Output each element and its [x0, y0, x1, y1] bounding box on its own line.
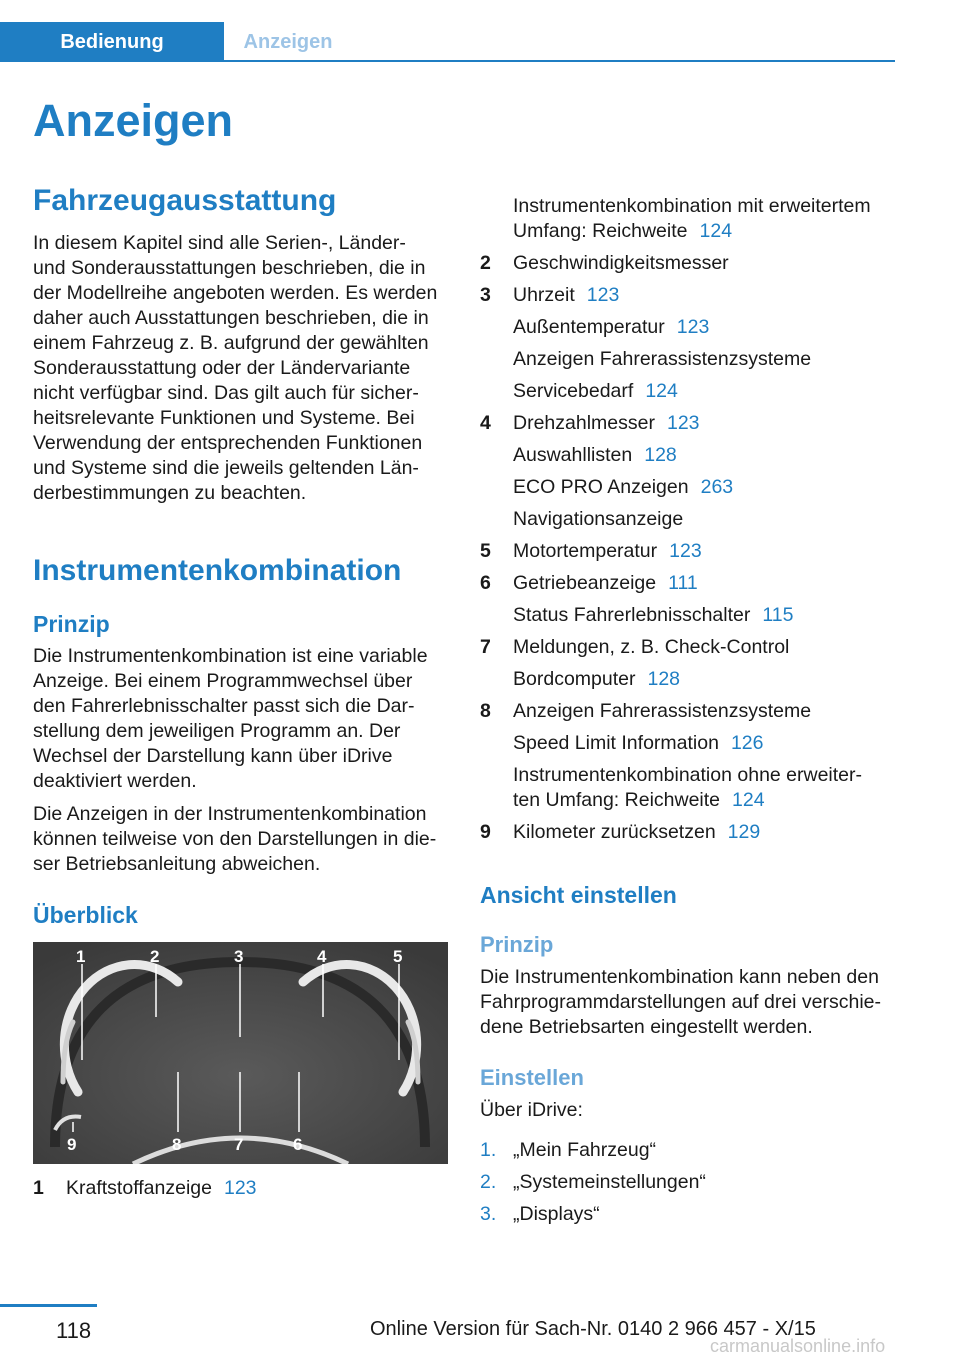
legend-text: Speed Limit Information: [513, 732, 719, 754]
legend-text: Auswahllisten: [513, 444, 633, 466]
callout-9: 9: [67, 1135, 77, 1154]
page-reference-link[interactable]: 123: [666, 412, 700, 434]
step-number: 1.: [480, 1139, 497, 1161]
legend-text: Kilometer zurücksetzen: [513, 821, 716, 843]
heading-ansicht-einstellen: Ansicht einstellen: [480, 882, 677, 908]
heading-prinzip: Prinzip: [33, 611, 110, 637]
legend-number: 6: [480, 572, 491, 594]
page-reference-link[interactable]: 128: [647, 668, 681, 690]
heading-einstellen: Einstellen: [480, 1065, 584, 1090]
step-text: „Displays“: [513, 1203, 600, 1225]
instrument-cluster-illustration: [33, 942, 448, 1164]
callout-4: 4: [317, 947, 327, 966]
paragraph-fahrzeugausstattung: In diesem Kapitel sind alle Serien-, Länder- und Sonderausstattungen beschrieben, die in der Modellreihe angeboten werden. Es werden daher auch Ausstattungen beschrieben, die in einem Fahrzeug z. B. aufgrund der gewählten Sonderausstattung oder der Ländervariante nicht verfügbar sind. Das gilt auch für sicher- heitsrelevante Funktionen und Systeme. Bei Verwendung der entsprechenden Funktionen und Systeme sind die jeweils geltenden Län- derbestimmungen zu beachten.: [33, 232, 438, 504]
step-number: 2.: [480, 1171, 497, 1193]
legend-number: 4: [480, 412, 491, 434]
page-reference-link[interactable]: 124: [699, 220, 733, 242]
legend-number: 1: [33, 1177, 44, 1199]
paragraph-prinzip-2: Die Anzeigen in der Instrumentenkombination können teilweise von den Darstellungen in die- ser Betriebsanleitung abweichen.: [33, 803, 437, 875]
callout-1: 1: [76, 947, 86, 966]
legend-text: ten Umfang: Reichweite: [513, 789, 721, 811]
callout-3: 3: [234, 947, 244, 966]
legend-number: 9: [480, 821, 491, 843]
page-reference-link[interactable]: 128: [644, 444, 677, 466]
header-divider: [0, 60, 895, 62]
legend-text: Kraftstoffanzeige: [66, 1177, 212, 1199]
page-reference-link[interactable]: 126: [730, 732, 764, 754]
page-reference-link[interactable]: 129: [727, 821, 761, 843]
legend-text: ECO PRO Anzeigen: [513, 476, 689, 498]
legend-text: Drehzahlmesser: [513, 412, 655, 434]
tab-anzeigen[interactable]: Anzeigen: [243, 30, 333, 53]
legend-text: Navigationsanzeige: [513, 508, 684, 530]
legend-text: Uhrzeit: [513, 284, 575, 306]
callout-5: 5: [393, 947, 403, 966]
page-reference-link[interactable]: 124: [645, 380, 678, 402]
legend-number: 3: [480, 284, 491, 306]
page-reference-link[interactable]: 123: [223, 1177, 257, 1199]
heading-prinzip-right: Prinzip: [480, 932, 554, 957]
heading-instrumentenkombination: Instrumentenkombination: [33, 554, 402, 587]
footer-divider: [0, 1304, 97, 1307]
step-text: „Mein Fahrzeug“: [513, 1139, 657, 1161]
legend-text: Servicebedarf: [513, 380, 634, 402]
paragraph-ansicht-prinzip: Die Instrumentenkombination kann neben den Fahrprogrammdarstellungen auf drei verschie- dene Betriebsarten eingestellt werden.: [480, 966, 882, 1038]
page-reference-link[interactable]: 123: [586, 284, 620, 306]
step-text: „Systemeinstellungen“: [513, 1171, 706, 1193]
page-reference-link[interactable]: 123: [669, 540, 702, 562]
legend-text: Motortemperatur: [513, 540, 658, 562]
legend-number: 8: [480, 700, 491, 722]
legend-text: Außentemperatur: [513, 316, 665, 338]
legend-number: 7: [480, 636, 491, 658]
page-reference-link[interactable]: 263: [700, 476, 734, 498]
legend-text: Getriebeanzeige: [513, 572, 657, 594]
cluster-svg: [33, 942, 448, 1164]
legend-text: Instrumentenkombination ohne erweiter-: [513, 764, 863, 786]
legend-text: Anzeigen Fahrerassistenzsysteme: [513, 700, 812, 722]
callout-6: 6: [293, 1135, 303, 1154]
page-reference-link[interactable]: 124: [732, 789, 765, 811]
step-number: 3.: [480, 1203, 497, 1225]
page-number: 118: [56, 1318, 92, 1343]
tab-bedienung[interactable]: Bedienung: [0, 22, 224, 62]
legend-text: Instrumentenkombination mit erweitertem: [513, 195, 871, 217]
chapter-title: Anzeigen: [33, 95, 234, 146]
legend-text: Meldungen, z. B. Check-Control: [513, 636, 790, 658]
legend-text: Status Fahrerlebnisschalter: [513, 604, 751, 626]
callout-7: 7: [234, 1135, 244, 1154]
paragraph-ueber-idrive: Über iDrive:: [480, 1099, 583, 1121]
legend-text: Umfang: Reichweite: [513, 220, 688, 242]
legend-number: 2: [480, 252, 491, 274]
online-version-note: Online Version für Sach-Nr. 0140 2 966 457 - X/15: [370, 1318, 816, 1340]
legend-text: Geschwindigkeitsmesser: [513, 252, 729, 274]
callout-2: 2: [150, 947, 160, 966]
paragraph-prinzip-1: Die Instrumentenkombination ist eine variable Anzeige. Bei einem Programmwechsel über den Fahrerlebnisschalter passt sich die Dar- stellung dem jeweiligen Programm an. Der Wechsel der Darstellung kann über iDrive deaktiviert werden.: [33, 645, 428, 792]
page-reference-link[interactable]: 111: [668, 572, 698, 594]
page-reference-link[interactable]: 115: [762, 604, 794, 626]
legend-text: Bordcomputer: [513, 668, 636, 690]
page-reference-link[interactable]: 123: [676, 316, 710, 338]
legend-text: Anzeigen Fahrerassistenzsysteme: [513, 348, 812, 370]
legend-number: 5: [480, 540, 491, 562]
watermark: carmanualsonline.info: [710, 1336, 886, 1356]
heading-ueberblick: Überblick: [33, 902, 138, 928]
callout-8: 8: [172, 1135, 182, 1154]
heading-fahrzeugausstattung: Fahrzeugausstattung: [33, 184, 337, 217]
